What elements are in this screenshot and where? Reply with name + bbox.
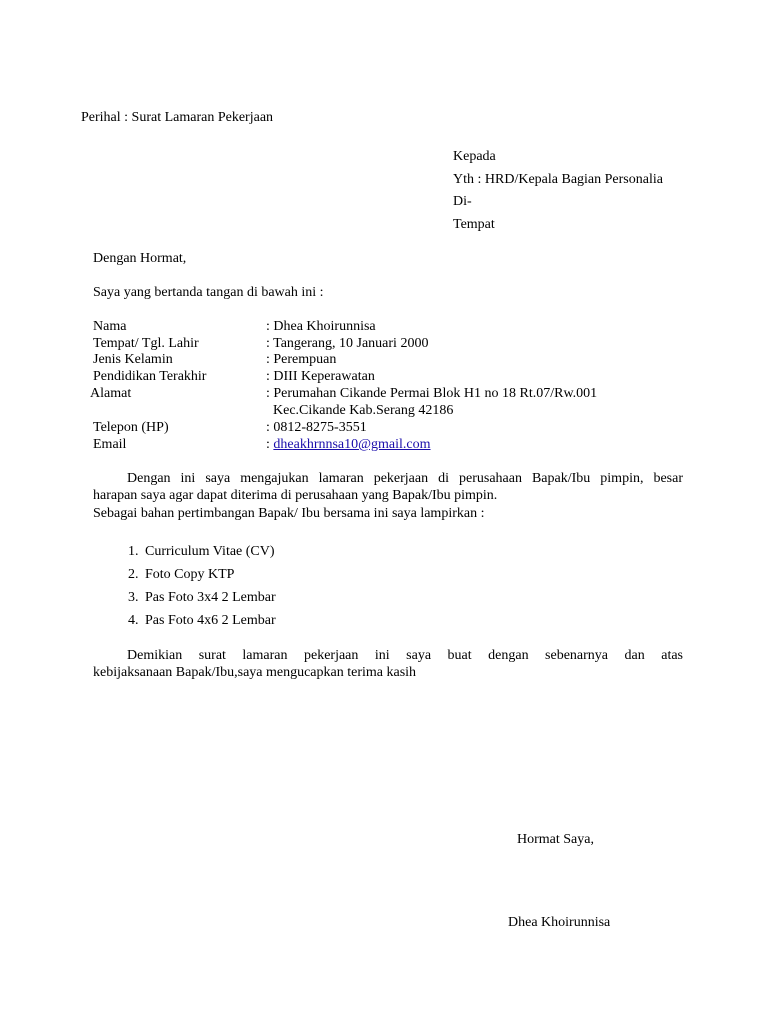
- list-item: [128, 590, 276, 606]
- field-label-pendidikan: Pendidikan Terakhir: [93, 369, 207, 384]
- field-value-pendidikan: : DIII Keperawatan: [266, 369, 375, 384]
- field-value-nama: : Dhea Khoirunnisa: [266, 319, 376, 334]
- field-label-ttl: Tempat/ Tgl. Lahir: [93, 336, 199, 351]
- list-item-number: 4.: [128, 613, 139, 628]
- list-item-text: Curriculum Vitae (CV): [145, 544, 275, 559]
- field-label-nama: Nama: [93, 319, 127, 334]
- field-label-telepon: Telepon (HP): [93, 420, 169, 435]
- greeting: Dengan Hormat,: [93, 251, 187, 266]
- list-item: [128, 613, 276, 629]
- recipient-line-yth: Yth : HRD/Kepala Bagian Personalia: [453, 172, 663, 187]
- closing-line-2: kebijaksanaan Bapak/Ibu,saya mengucapkan terima kasih: [93, 665, 417, 680]
- list-item-text: Pas Foto 4x6 2 Lembar: [145, 613, 276, 628]
- field-value-jenis-kelamin: : Perempuan: [266, 352, 337, 367]
- field-label-email: Email: [93, 437, 127, 452]
- body-paragraph-1-line-2: harapan saya agar dapat diterima di perusahaan yang Bapak/Ibu pimpin.: [93, 488, 498, 503]
- email-colon: :: [266, 437, 274, 452]
- list-item-text: Foto Copy KTP: [145, 567, 235, 582]
- field-value-email: [266, 437, 431, 453]
- signer-name: Dhea Khoirunnisa: [508, 915, 611, 930]
- body-paragraph-2: Sebagai bahan pertimbangan Bapak/ Ibu bersama ini saya lampirkan :: [93, 506, 485, 521]
- field-value-telepon: : 0812-8275-3551: [266, 420, 367, 435]
- signoff: Hormat Saya,: [517, 832, 594, 847]
- list-item-text: Pas Foto 3x4 2 Lembar: [145, 590, 276, 605]
- email-link[interactable]: dheakhrnnsa10@gmail.com: [273, 437, 431, 452]
- recipient-line-tempat: Tempat: [453, 217, 495, 232]
- recipient-line-kepada: Kepada: [453, 149, 496, 164]
- field-value-alamat-line2: Kec.Cikande Kab.Serang 42186: [273, 403, 454, 418]
- field-value-alamat-line1: : Perumahan Cikande Permai Blok H1 no 18 Rt.07/Rw.001: [266, 386, 598, 401]
- field-value-ttl: : Tangerang, 10 Januari 2000: [266, 336, 429, 351]
- field-label-alamat: Alamat: [90, 386, 132, 401]
- field-label-jenis-kelamin: Jenis Kelamin: [93, 352, 173, 367]
- letter-subject: Perihal : Surat Lamaran Pekerjaan: [81, 110, 274, 125]
- list-item: [128, 544, 275, 560]
- list-item: [128, 567, 234, 583]
- list-item-number: 3.: [128, 590, 139, 605]
- intro-line: Saya yang bertanda tangan di bawah ini :: [93, 285, 324, 300]
- list-item-number: 2.: [128, 567, 139, 582]
- closing-line-1: Demikian surat lamaran pekerjaan ini saya buat dengan sebenarnya dan atas: [127, 648, 683, 663]
- body-paragraph-1-line-1: Dengan ini saya mengajukan lamaran pekerjaan di perusahaan Bapak/Ibu pimpin, besar: [127, 471, 683, 486]
- list-item-number: 1.: [128, 544, 139, 559]
- recipient-line-di: Di-: [453, 194, 472, 209]
